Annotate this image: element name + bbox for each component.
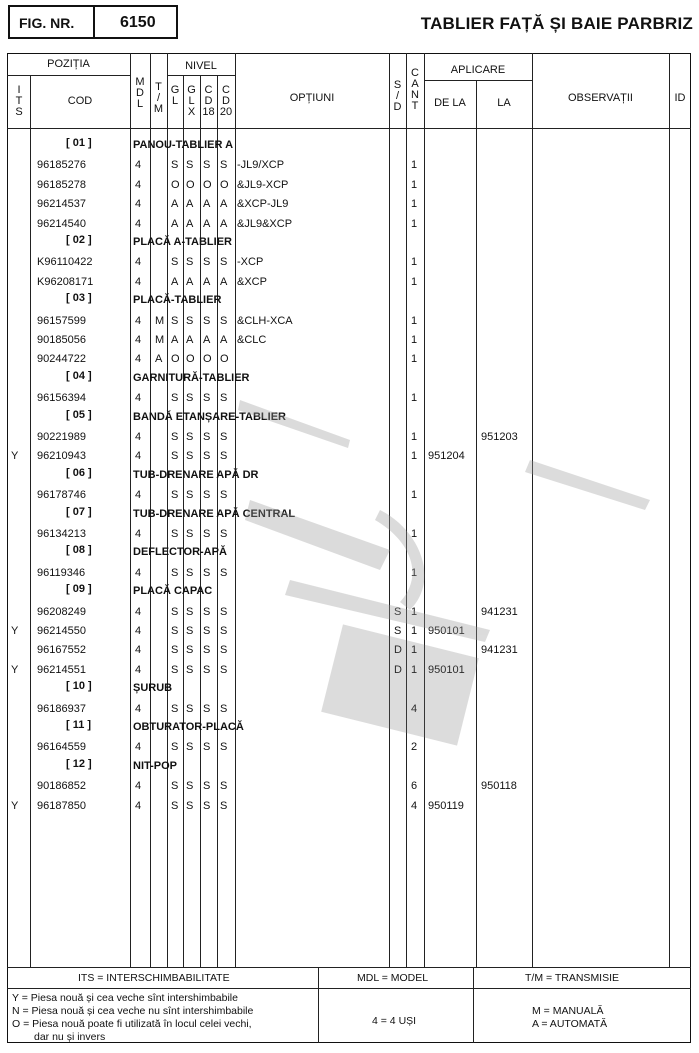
group-position: [ 01 ] xyxy=(66,137,92,149)
side-value: S xyxy=(394,605,402,618)
level-value: S xyxy=(203,644,211,657)
header-glx: L xyxy=(188,95,195,107)
table-row xyxy=(0,331,699,350)
group-name: DEFLECTOR-APĂ xyxy=(133,546,227,559)
table-row xyxy=(0,389,699,408)
part-code: 96134213 xyxy=(37,528,86,540)
level-value: S xyxy=(220,663,228,676)
side-value: S xyxy=(394,625,402,637)
mdl-value: 4 xyxy=(135,605,142,618)
legend-mdl-value: 4 = 4 UȘI xyxy=(372,1015,417,1027)
level-value: S xyxy=(186,431,194,443)
level-value: O xyxy=(186,178,195,191)
quantity-value: 1 xyxy=(411,450,418,463)
level-value: A xyxy=(186,275,194,288)
level-value: S xyxy=(203,528,211,540)
header-cant: C xyxy=(411,67,419,79)
part-code: 96214551 xyxy=(37,663,86,676)
group-position: [ 03 ] xyxy=(66,292,92,305)
table-row xyxy=(0,797,699,816)
quantity-value: 1 xyxy=(411,625,418,637)
header-mdl: L xyxy=(136,98,144,110)
group-name: GARNITURĂ-TABLIER xyxy=(133,371,250,384)
part-code: 96119346 xyxy=(37,566,86,579)
level-value: S xyxy=(171,663,179,676)
group-position: [ 04 ] xyxy=(66,369,92,382)
level-value: S xyxy=(203,159,211,172)
header-cd18: 18 xyxy=(202,106,215,118)
header-glx: G xyxy=(187,84,196,96)
its-value: Y xyxy=(11,663,19,676)
its-value: Y xyxy=(11,799,19,812)
level-value: S xyxy=(171,256,179,269)
mdl-value: 4 xyxy=(135,702,142,715)
level-value: S xyxy=(203,741,211,754)
group-position: [ 09 ] xyxy=(66,583,92,596)
date-from: 950101 xyxy=(428,625,465,637)
side-value: D xyxy=(394,644,402,657)
level-value: A xyxy=(220,275,228,288)
header-glx: X xyxy=(187,106,196,118)
mdl-value: 4 xyxy=(135,663,142,676)
option-value: -XCP xyxy=(237,256,264,269)
level-value: A xyxy=(220,217,228,230)
option-value: &JL9-XCP xyxy=(237,178,289,191)
mdl-value: 4 xyxy=(135,334,142,346)
quantity-value: 1 xyxy=(411,392,418,405)
level-value: A xyxy=(171,334,179,346)
quantity-value: 2 xyxy=(411,741,418,754)
level-value: O xyxy=(171,178,180,191)
option-value: &JL9&XCP xyxy=(237,217,293,230)
mdl-value: 4 xyxy=(135,625,142,637)
mdl-value: 4 xyxy=(135,489,142,502)
part-code: 96185276 xyxy=(37,159,86,172)
level-value: S xyxy=(171,314,179,327)
level-value: S xyxy=(203,780,211,793)
quantity-value: 1 xyxy=(411,353,418,366)
table-row xyxy=(0,215,699,234)
legend-col-divider-2 xyxy=(473,967,474,1043)
level-value: S xyxy=(203,702,211,715)
level-value: O xyxy=(203,178,212,191)
level-value: S xyxy=(186,799,194,812)
date-to: 941231 xyxy=(481,605,518,618)
level-value: O xyxy=(171,353,180,366)
part-code: 96185278 xyxy=(37,178,86,191)
quantity-value: 1 xyxy=(411,334,418,346)
header-nivel: NIVEL xyxy=(185,60,217,72)
header-de-la: DE LA xyxy=(434,97,466,109)
quantity-value: 4 xyxy=(411,799,418,812)
its-value: Y xyxy=(11,450,19,463)
legend-divider-top xyxy=(7,967,691,968)
part-code: 90186852 xyxy=(37,780,86,793)
table-row xyxy=(0,195,699,214)
level-value: S xyxy=(220,799,228,812)
level-value: S xyxy=(171,741,179,754)
level-value: S xyxy=(171,392,179,405)
header-cd18: D xyxy=(204,95,213,107)
level-value: S xyxy=(203,605,211,618)
level-value: S xyxy=(203,799,211,812)
table-row xyxy=(0,428,699,447)
header-gl: L xyxy=(171,95,179,107)
level-value: O xyxy=(186,353,195,366)
table-row xyxy=(0,777,699,796)
legend-its-line-y: Y = Piesa nouă și cea veche sînt intershimbabile xyxy=(12,992,238,1004)
quantity-value: 1 xyxy=(411,159,418,172)
table-row xyxy=(0,738,699,757)
quantity-value: 1 xyxy=(411,489,418,502)
table-row xyxy=(0,641,699,660)
level-value: S xyxy=(186,256,194,269)
level-value: S xyxy=(220,159,228,172)
table-row xyxy=(0,176,699,195)
part-code: 96210943 xyxy=(37,450,86,463)
level-value: S xyxy=(186,741,194,754)
header-cd18: C xyxy=(204,84,213,96)
header-sd: / xyxy=(395,90,400,102)
header-tm: M xyxy=(153,103,164,115)
level-value: A xyxy=(203,334,211,346)
level-value: A xyxy=(220,334,228,346)
level-value: S xyxy=(186,528,194,540)
level-value: S xyxy=(171,780,179,793)
part-code: 96156394 xyxy=(37,392,86,405)
level-value: S xyxy=(203,450,211,463)
mdl-value: 4 xyxy=(135,566,142,579)
level-value: S xyxy=(220,489,228,502)
table-row xyxy=(0,350,699,369)
level-value: S xyxy=(171,702,179,715)
header-cd20: D xyxy=(222,95,230,107)
part-code: 90244722 xyxy=(37,353,86,366)
page-title: TABLIER FAȚĂ ȘI BAIE PARBRIZ xyxy=(420,14,693,33)
date-from: 950101 xyxy=(428,663,465,676)
quantity-value: 1 xyxy=(411,431,418,443)
level-value: S xyxy=(220,566,228,579)
quantity-value: 1 xyxy=(411,217,418,230)
quantity-value: 1 xyxy=(411,275,418,288)
legend-divider-header xyxy=(7,988,691,989)
tm-value: M xyxy=(155,334,165,346)
table-row xyxy=(0,603,699,622)
group-name: ȘURUB xyxy=(133,682,173,695)
mdl-value: 4 xyxy=(135,275,142,288)
part-code: K96208171 xyxy=(37,275,94,288)
level-value: O xyxy=(220,178,229,191)
table-row xyxy=(0,486,699,505)
group-position: [ 10 ] xyxy=(66,680,92,693)
header-tm: T xyxy=(155,81,162,93)
level-value: S xyxy=(220,431,228,443)
level-value: S xyxy=(186,159,194,172)
group-position: [ 05 ] xyxy=(66,408,92,421)
header-la: LA xyxy=(497,97,511,109)
mdl-value: 4 xyxy=(135,392,142,405)
level-value: O xyxy=(203,353,212,366)
level-value: S xyxy=(220,780,228,793)
header-cant: A xyxy=(411,78,419,90)
table-row xyxy=(0,273,699,292)
level-value: S xyxy=(186,702,194,715)
group-name: OBTURATOR-PLACĂ xyxy=(133,721,244,733)
part-code: 90221989 xyxy=(37,431,86,443)
level-value: S xyxy=(220,605,228,618)
tm-value: M xyxy=(155,314,165,327)
mdl-value: 4 xyxy=(135,217,142,230)
group-position: [ 02 ] xyxy=(66,234,92,246)
level-value: O xyxy=(220,353,229,366)
legend-tm-auto: A = AUTOMATĂ xyxy=(532,1018,608,1030)
table-row xyxy=(0,312,699,331)
level-value: S xyxy=(171,159,179,172)
nivel-divider xyxy=(167,75,235,76)
option-value: &XCP-JL9 xyxy=(237,198,289,211)
side-value: D xyxy=(394,663,402,676)
mdl-value: 4 xyxy=(135,528,142,540)
legend-mdl-title: MDL = MODEL xyxy=(357,972,429,984)
level-value: A xyxy=(171,217,179,230)
level-value: S xyxy=(203,663,211,676)
level-value: S xyxy=(171,566,179,579)
quantity-value: 6 xyxy=(411,780,418,793)
level-value: S xyxy=(186,780,194,793)
date-to: 951203 xyxy=(481,431,518,443)
level-value: S xyxy=(171,450,179,463)
header-aplicare: APLICARE xyxy=(450,64,506,76)
header-sd: D xyxy=(393,101,402,113)
group-name: TUB-DRENARE APĂ CENTRAL xyxy=(133,507,296,520)
header-sd: S xyxy=(393,79,402,91)
header-mdl: D xyxy=(136,87,144,99)
level-value: S xyxy=(171,431,179,443)
legend-its-line-o-cont: dar nu și invers xyxy=(34,1031,106,1043)
date-to: 950118 xyxy=(481,780,517,793)
quantity-value: 1 xyxy=(411,566,418,579)
level-value: S xyxy=(220,450,228,463)
level-value: S xyxy=(171,625,179,637)
quantity-value: 1 xyxy=(411,314,418,327)
table-row xyxy=(0,253,699,272)
header-optiuni: OPȚIUNI xyxy=(289,92,335,104)
part-code: 96187850 xyxy=(37,799,86,812)
part-code: 90185056 xyxy=(37,334,86,346)
part-code: 96214550 xyxy=(37,625,86,637)
aplicare-divider xyxy=(424,80,532,81)
option-value: &CLC xyxy=(237,334,267,346)
quantity-value: 1 xyxy=(411,198,418,211)
level-value: S xyxy=(203,392,211,405)
level-value: S xyxy=(203,431,211,443)
mdl-value: 4 xyxy=(135,314,142,327)
mdl-value: 4 xyxy=(135,431,142,443)
group-position: [ 06 ] xyxy=(66,466,92,479)
mdl-value: 4 xyxy=(135,780,142,793)
quantity-value: 1 xyxy=(411,528,418,540)
mdl-value: 4 xyxy=(135,799,142,812)
header-cod: COD xyxy=(67,95,93,107)
date-to: 941231 xyxy=(481,644,518,657)
option-value: &XCP xyxy=(237,275,267,288)
level-value: A xyxy=(186,198,194,211)
header-its: I xyxy=(17,84,21,96)
table-row xyxy=(0,525,699,544)
legend-its-title: ITS = INTERSCHIMBABILITATE xyxy=(78,972,230,984)
group-name: PLACĂ-TABLIER xyxy=(133,294,222,307)
quantity-value: 1 xyxy=(411,256,418,269)
header-bottom-line xyxy=(7,128,691,129)
level-value: S xyxy=(220,314,228,327)
part-code: 96157599 xyxy=(37,314,86,327)
header-cant: T xyxy=(411,100,419,112)
level-value: S xyxy=(203,256,211,269)
level-value: S xyxy=(186,644,194,657)
header-tm: / xyxy=(156,92,161,104)
header-its: S xyxy=(15,106,23,118)
group-position: [ 08 ] xyxy=(66,544,92,557)
group-position: [ 11 ] xyxy=(66,719,92,731)
level-value: S xyxy=(186,314,194,327)
header-cd20: C xyxy=(222,84,230,96)
level-value: S xyxy=(186,663,194,676)
level-value: S xyxy=(171,644,179,657)
part-code: K96110422 xyxy=(37,256,93,269)
legend-tm-manual: M = MANUALĂ xyxy=(532,1005,604,1017)
header-mdl: M xyxy=(135,76,145,88)
part-code: 96214537 xyxy=(37,198,86,211)
legend-its-line-n: N = Piesa nouă și cea veche nu sînt intershimbabile xyxy=(12,1005,254,1017)
mdl-value: 4 xyxy=(135,198,142,211)
date-from: 951204 xyxy=(428,450,465,463)
figure-box-divider xyxy=(93,7,95,37)
level-value: S xyxy=(220,256,228,269)
level-value: A xyxy=(186,217,194,230)
figure-label: FIG. NR. xyxy=(19,15,75,31)
table-row xyxy=(0,447,699,466)
header-id: ID xyxy=(674,92,686,104)
group-name: PLACĂ A-TABLIER xyxy=(133,236,232,248)
table-row xyxy=(0,622,699,641)
header-cant: N xyxy=(411,89,419,101)
group-name: BANDĂ ETANȘARE-TABLIER xyxy=(133,410,286,423)
mdl-value: 4 xyxy=(135,741,142,754)
level-value: S xyxy=(186,605,194,618)
level-value: A xyxy=(171,275,179,288)
level-value: S xyxy=(171,489,179,502)
level-value: S xyxy=(186,450,194,463)
mdl-value: 4 xyxy=(135,644,142,657)
level-value: A xyxy=(171,198,179,211)
table-row xyxy=(0,156,699,175)
mdl-value: 4 xyxy=(135,256,142,269)
level-value: S xyxy=(186,392,194,405)
level-value: S xyxy=(203,489,211,502)
table-row xyxy=(0,564,699,583)
legend-its-line-o: O = Piesa nouă poate fi utilizată în locul celei vechi, xyxy=(12,1018,252,1030)
group-position: [ 12 ] xyxy=(66,757,92,770)
level-value: S xyxy=(203,625,211,637)
header-cd20: 20 xyxy=(219,106,233,118)
level-value: A xyxy=(186,334,194,346)
table-row xyxy=(0,700,699,719)
header-observatii: OBSERVAȚII xyxy=(567,92,633,104)
group-name: NIT-POP xyxy=(133,759,178,772)
quantity-value: 1 xyxy=(411,663,418,676)
legend-col-divider-1 xyxy=(318,967,319,1043)
date-from: 950119 xyxy=(428,799,464,812)
level-value: A xyxy=(203,198,211,211)
level-value: S xyxy=(171,799,179,812)
part-code: 96178746 xyxy=(37,489,86,502)
its-value: Y xyxy=(11,625,19,637)
header-pozitia: POZIȚIA xyxy=(47,58,90,70)
level-value: S xyxy=(220,741,228,754)
level-value: S xyxy=(171,528,179,540)
tm-value: A xyxy=(155,353,163,366)
level-value: S xyxy=(186,566,194,579)
mdl-value: 4 xyxy=(135,353,142,366)
quantity-value: 1 xyxy=(411,178,418,191)
mdl-value: 4 xyxy=(135,159,142,172)
group-name: PLACĂ CAPAC xyxy=(133,585,213,598)
level-value: S xyxy=(220,392,228,405)
mdl-value: 4 xyxy=(135,178,142,191)
header-gl: G xyxy=(170,84,180,96)
level-value: S xyxy=(220,644,228,657)
level-value: S xyxy=(220,528,228,540)
part-code: 96167552 xyxy=(37,644,86,657)
figure-number: 6150 xyxy=(120,14,156,31)
group-position: [ 07 ] xyxy=(66,505,92,518)
figure-number-box xyxy=(8,5,178,39)
quantity-value: 4 xyxy=(411,702,418,715)
level-value: S xyxy=(186,625,194,637)
level-value: S xyxy=(220,625,228,637)
group-name: PANOU-TABLIER A xyxy=(133,139,234,151)
quantity-value: 1 xyxy=(411,644,418,657)
level-value: S xyxy=(203,314,211,327)
level-value: A xyxy=(203,275,211,288)
quantity-value: 1 xyxy=(411,605,418,618)
level-value: A xyxy=(203,217,211,230)
level-value: S xyxy=(186,489,194,502)
part-code: 96214540 xyxy=(37,217,86,230)
option-value: &CLH-XCA xyxy=(237,314,293,327)
legend-tm-title: T/M = TRANSMISIE xyxy=(525,972,620,984)
part-code: 96208249 xyxy=(37,605,86,618)
level-value: S xyxy=(171,605,179,618)
level-value: A xyxy=(220,198,228,211)
level-value: S xyxy=(203,566,211,579)
mdl-value: 4 xyxy=(135,450,142,463)
option-value: -JL9/XCP xyxy=(237,159,285,172)
part-code: 96164559 xyxy=(37,741,86,754)
table-row xyxy=(0,661,699,680)
part-code: 96186937 xyxy=(37,702,86,715)
group-name: TUB-DRENARE APĂ DR xyxy=(133,468,259,481)
pozitia-divider xyxy=(7,75,130,76)
level-value: S xyxy=(220,702,228,715)
header-its: T xyxy=(15,95,23,107)
